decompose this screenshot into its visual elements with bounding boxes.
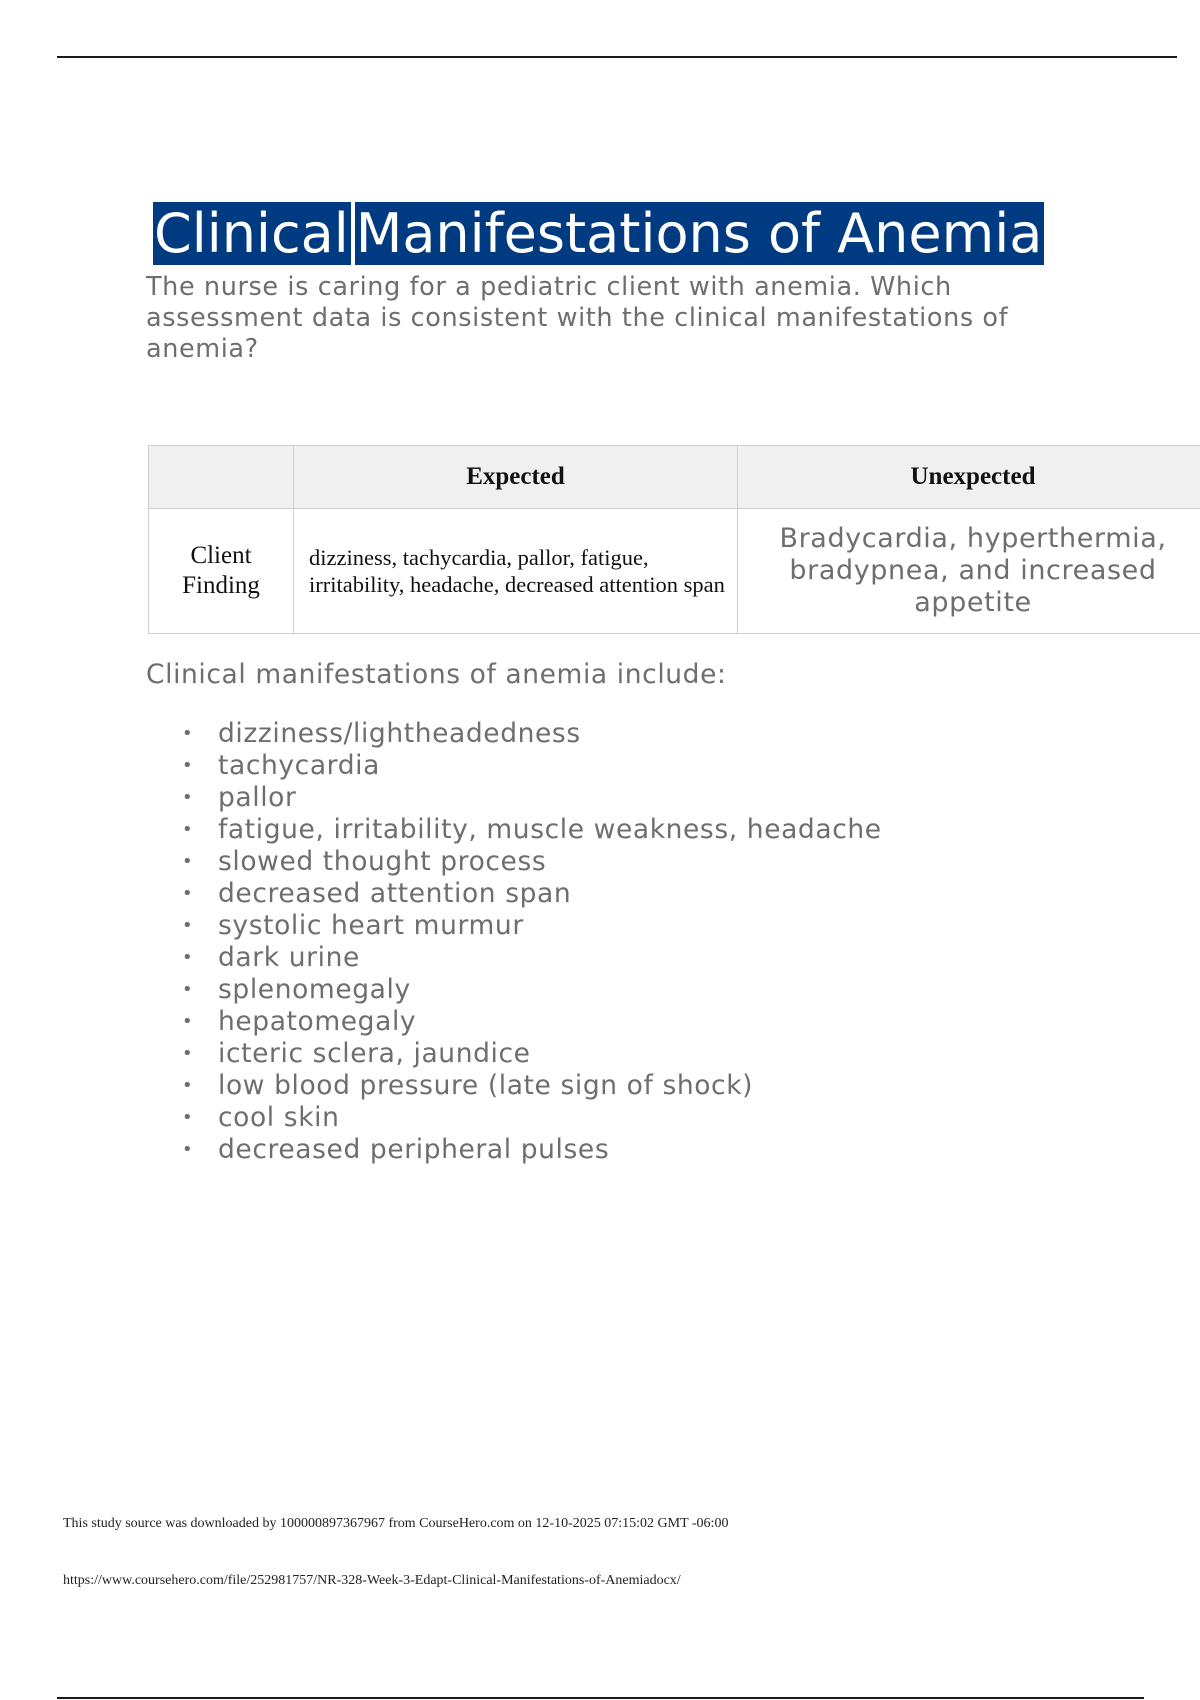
list-item bbox=[182, 814, 882, 846]
bullet-icon: • bbox=[182, 1107, 194, 1128]
list-item bbox=[182, 1006, 882, 1038]
list-item-text: splenomegaly bbox=[218, 974, 411, 1005]
manifestations-list bbox=[182, 718, 882, 1166]
list-item-text: dark urine bbox=[218, 942, 360, 973]
table-header-row bbox=[149, 446, 1200, 509]
row-label-client-finding: Client Finding bbox=[149, 509, 294, 634]
list-item bbox=[182, 910, 882, 942]
table-row bbox=[149, 509, 1200, 634]
bullet-icon: • bbox=[182, 851, 194, 872]
list-item-text: low blood pressure (late sign of shock) bbox=[218, 1070, 754, 1101]
download-source-note: This study source was downloaded by 100000897367967 from CourseHero.com on 12-10-2025 07:15:02 GMT -06:00 bbox=[63, 1516, 729, 1531]
bullet-icon: • bbox=[182, 819, 194, 840]
source-url: https://www.coursehero.com/file/252981757/NR-328-Week-3-Edapt-Clinical-Manifestations-of-Anemiadocx/ bbox=[63, 1573, 681, 1588]
expected-findings: dizziness, tachycardia, pallor, fatigue, irritability, headache, decreased attention span bbox=[294, 509, 738, 634]
list-item-text: slowed thought process bbox=[218, 846, 547, 877]
list-item-text: hepatomegaly bbox=[218, 1006, 417, 1037]
bullet-icon: • bbox=[182, 883, 194, 904]
list-item bbox=[182, 878, 882, 910]
bullet-icon: • bbox=[182, 1043, 194, 1064]
list-item-text: decreased attention span bbox=[218, 878, 572, 909]
list-item bbox=[182, 718, 882, 750]
header-empty bbox=[149, 446, 294, 509]
list-item-text: tachycardia bbox=[218, 750, 380, 781]
list-item bbox=[182, 846, 882, 878]
list-item-text: dizziness/lightheadedness bbox=[218, 718, 581, 749]
list-item bbox=[182, 782, 882, 814]
bullet-icon: • bbox=[182, 787, 194, 808]
bullet-icon: • bbox=[182, 1011, 194, 1032]
bullet-icon: • bbox=[182, 723, 194, 744]
header-unexpected: Unexpected bbox=[738, 446, 1200, 509]
list-item bbox=[182, 974, 882, 1006]
list-item-text: decreased peripheral pulses bbox=[218, 1134, 610, 1165]
list-heading: Clinical manifestations of anemia include: bbox=[146, 659, 727, 690]
list-item bbox=[182, 750, 882, 782]
list-item bbox=[182, 1102, 882, 1134]
header-expected: Expected bbox=[294, 446, 738, 509]
list-item bbox=[182, 1134, 882, 1166]
bullet-icon: • bbox=[182, 947, 194, 968]
bullet-icon: • bbox=[182, 755, 194, 776]
list-item-text: systolic heart murmur bbox=[218, 910, 524, 941]
bullet-icon: • bbox=[182, 979, 194, 1000]
title-word-clinical: Clinical bbox=[154, 202, 349, 265]
page-title bbox=[153, 202, 1044, 265]
bullet-icon: • bbox=[182, 1139, 194, 1160]
list-item-text: icteric sclera, jaundice bbox=[218, 1038, 531, 1069]
bullet-icon: • bbox=[182, 915, 194, 936]
list-item-text: pallor bbox=[218, 782, 297, 813]
bullet-icon: • bbox=[182, 1075, 194, 1096]
list-item-text: fatigue, irritability, muscle weakness, headache bbox=[218, 814, 882, 845]
list-item-text: cool skin bbox=[218, 1102, 340, 1133]
title-rest: Manifestations of Anemia bbox=[355, 202, 1043, 265]
list-item bbox=[182, 1070, 882, 1102]
bottom-rule bbox=[57, 1697, 1144, 1699]
question-text: The nurse is caring for a pediatric client with anemia. Which assessment data is consistent with the clinical manifestations of anemia? bbox=[146, 272, 1009, 364]
top-rule bbox=[57, 56, 1177, 58]
unexpected-findings: Bradycardia, hyperthermia, bradypnea, and increased appetite bbox=[738, 509, 1200, 634]
findings-table bbox=[148, 445, 1200, 634]
list-item bbox=[182, 942, 882, 974]
list-item bbox=[182, 1038, 882, 1070]
